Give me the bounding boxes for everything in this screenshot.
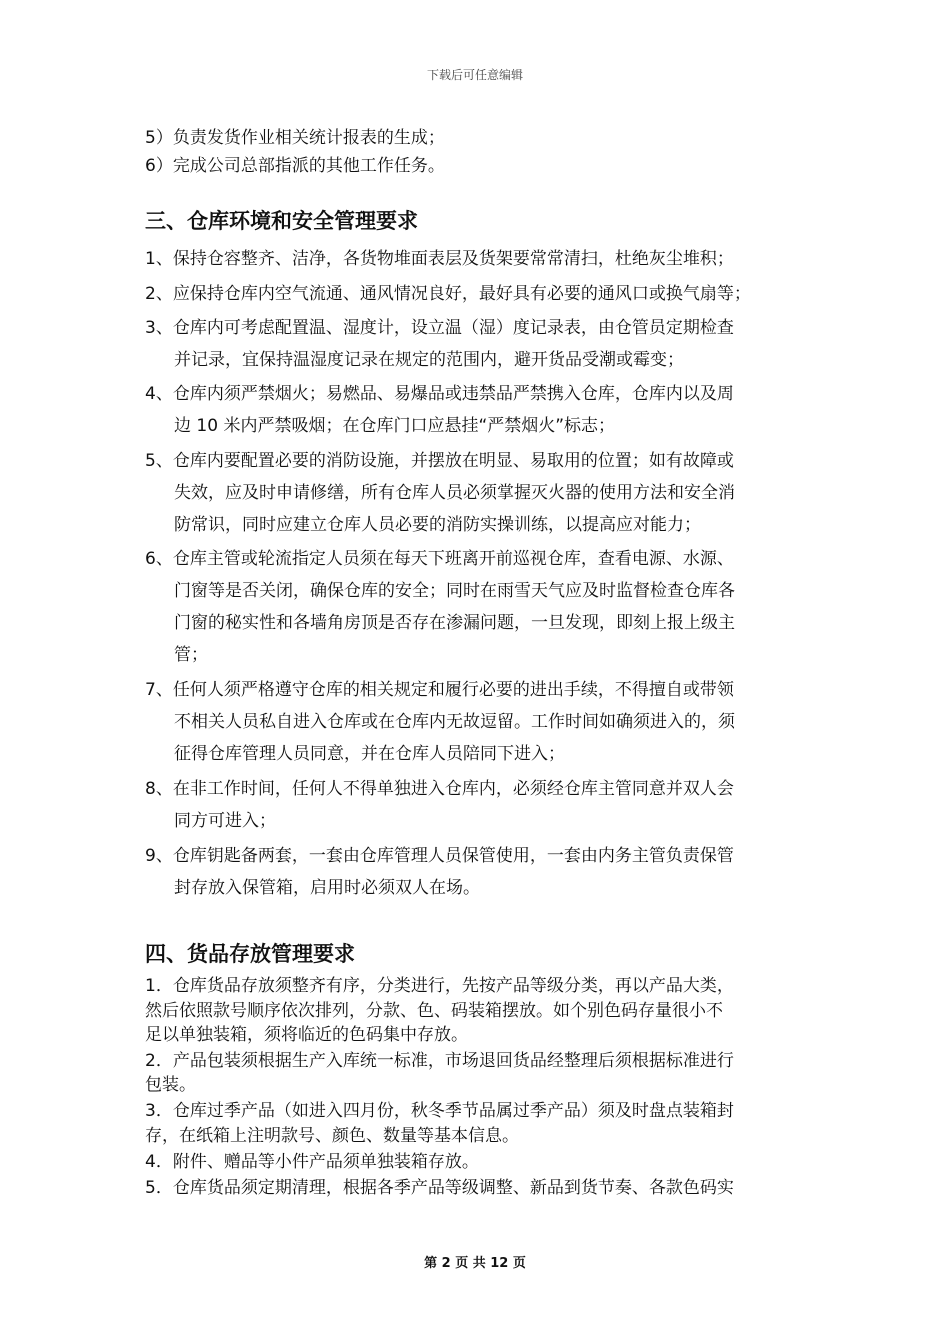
section4-line: 足以单独装箱，须将临近的色码集中存放。	[145, 1025, 468, 1045]
section4-line: 然后依照款号顺序依次排列，分款、色、码装箱摆放。如个别色码存量很小不	[145, 1001, 723, 1021]
section3-line: 防常识，同时应建立仓库人员必要的消防实操训练，以提高应对能力；	[174, 515, 701, 535]
page-header: 下载后可任意编辑	[426, 68, 523, 82]
section4-line: 包装。	[145, 1075, 196, 1095]
section3-line: 封存放入保管箱，启用时必须双人在场。	[174, 878, 480, 898]
section3-line: 征得仓库管理人员同意，并在仓库人员陪同下进入；	[174, 744, 565, 764]
section4-title: 四、货品存放管理要求	[145, 942, 355, 966]
section4-line: 3．仓库过季产品（如进入四月份，秋冬季节品属过季产品）须及时盘点装箱封	[145, 1101, 734, 1121]
section3-line: 失效，应及时申请修缮，所有仓库人员必须掌握灭火器的使用方法和安全消	[174, 483, 735, 503]
section4-line: 存，在纸箱上注明款号、颜色、数量等基本信息。	[145, 1126, 519, 1146]
section3-line: 同方可进入；	[174, 811, 276, 831]
intro-line: 5）负责发货作业相关统计报表的生成；	[145, 128, 445, 148]
section3-line: 管；	[174, 645, 208, 665]
intro-line: 6）完成公司总部指派的其他工作任务。	[145, 156, 445, 176]
page-footer: 第 2 页 共 12 页	[424, 1256, 526, 1271]
section4-line: 4．附件、赠品等小件产品须单独装箱存放。	[145, 1152, 479, 1172]
section3-line: 3、仓库内可考虑配置温、湿度计，设立温（湿）度记录表，由仓管员定期检查	[145, 318, 734, 338]
section3-line: 9、仓库钥匙备两套，一套由仓库管理人员保管使用，一套由内务主管负责保管	[145, 846, 734, 866]
section4-line: 2．产品包装须根据生产入库统一标准，市场退回货品经整理后须根据标准进行	[145, 1051, 734, 1071]
section3-line: 6、仓库主管或轮流指定人员须在每天下班离开前巡视仓库，查看电源、水源、	[145, 549, 734, 569]
section3-line: 4、仓库内须严禁烟火；易燃品、易爆品或违禁品严禁携入仓库，仓库内以及周	[145, 384, 734, 404]
section4-line: 5．仓库货品须定期清理，根据各季产品等级调整、新品到货节奏、各款色码实	[145, 1178, 734, 1198]
section3-line: 2、应保持仓库内空气流通、通风情况良好，最好具有必要的通风口或换气扇等；	[145, 284, 751, 304]
section4-line: 1．仓库货品存放须整齐有序，分类进行，先按产品等级分类，再以产品大类，	[145, 976, 734, 996]
section3-line: 5、仓库内要配置必要的消防设施，并摆放在明显、易取用的位置；如有故障或	[145, 451, 734, 471]
section3-line: 边 10 米内严禁吸烟；在仓库门口应悬挂“严禁烟火”标志；	[174, 416, 616, 436]
section3-line: 门窗等是否关闭，确保仓库的安全；同时在雨雪天气应及时监督检查仓库各	[174, 581, 735, 601]
section3-line: 7、任何人须严格遵守仓库的相关规定和履行必要的进出手续，不得擅自或带领	[145, 680, 734, 700]
section3-line: 并记录，宜保持温湿度记录在规定的范围内，避开货品受潮或霉变；	[174, 350, 684, 370]
section3-title: 三、仓库环境和安全管理要求	[145, 209, 418, 233]
section3-line: 1、保持仓容整齐、洁净，各货物堆面表层及货架要常常清扫，杜绝灰尘堆积；	[145, 249, 734, 269]
section3-line: 不相关人员私自进入仓库或在仓库内无故逗留。工作时间如确须进入的，须	[174, 712, 735, 732]
section3-line: 8、在非工作时间，任何人不得单独进入仓库内，必须经仓库主管同意并双人会	[145, 779, 734, 799]
section3-line: 门窗的秘实性和各墙角房顶是否存在渗漏问题，一旦发现，即刻上报上级主	[174, 613, 735, 633]
